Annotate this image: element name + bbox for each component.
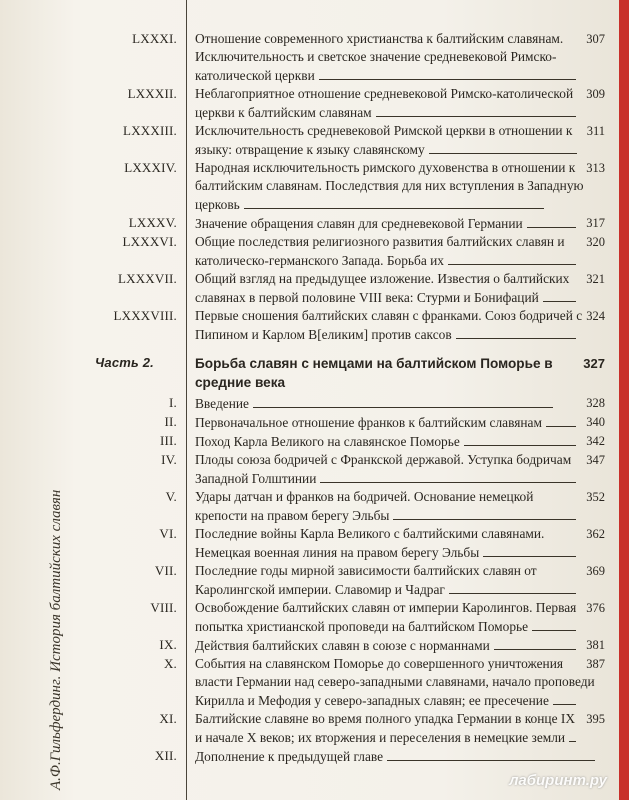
chapter-title-block	[189, 214, 605, 233]
chapter-list-part1	[95, 30, 615, 344]
chapter-title-block	[189, 394, 605, 413]
chapter-title: Удары датчан и франков на бодричей. Основание немецкой крепости на правом берегу Эльбы	[195, 489, 534, 523]
leader-line	[449, 580, 576, 594]
chapter-title-block	[189, 122, 605, 159]
chapter-title-block	[189, 636, 605, 655]
leader-line	[532, 617, 576, 631]
chapter-number: LXXXII.	[127, 86, 177, 101]
chapter-title: Плоды союза бодричей с Франкской державой. Уступка бодричам Западной Голштинии	[195, 452, 572, 486]
chapter-title-block	[189, 488, 605, 525]
toc-entry	[95, 270, 615, 307]
leader-line	[527, 214, 577, 228]
page-number: 320	[586, 235, 605, 249]
page-number: 321	[586, 272, 605, 286]
table-of-contents	[95, 30, 615, 766]
chapter-number: VII.	[154, 563, 177, 578]
chapter-number: XII.	[154, 748, 177, 763]
page-number: 307	[586, 32, 605, 46]
page-number: 395	[586, 712, 605, 726]
page-number: 342	[586, 434, 605, 448]
chapter-number: LXXXVI.	[122, 234, 177, 249]
toc-entry	[95, 655, 615, 710]
chapter-title: Первоначальное отношение франков к балтийским славянам	[195, 415, 542, 430]
page-number: 347	[586, 453, 605, 467]
toc-entry	[95, 432, 615, 451]
toc-entry	[95, 233, 615, 270]
toc-entry	[95, 30, 615, 85]
leader-line	[244, 195, 544, 209]
chapter-title-block	[189, 655, 605, 710]
toc-entry	[95, 562, 615, 599]
chapter-title-block	[189, 599, 605, 636]
leader-line	[448, 251, 576, 265]
toc-entry	[95, 525, 615, 562]
page-number: 362	[586, 527, 605, 541]
chapter-number: I.	[169, 395, 177, 410]
chapter-title: Народная исключительность римского духовенства в отношении к балтийским славянам. Последствия для них вступления в Западную церковь	[195, 160, 584, 212]
chapter-number: XI.	[159, 711, 177, 726]
chapter-title-block	[189, 233, 605, 270]
page-number: 340	[586, 415, 605, 429]
toc-entry	[95, 413, 615, 432]
chapter-title: События на славянском Поморье до совершенного уничтожения власти Германии над северо-западными славянами, начало проповеди Кирилла и Мефодия у северо-западных славян; ее пресечение	[195, 656, 595, 708]
toc-entry	[95, 394, 615, 413]
chapter-title: Отношение современного христианства к балтийским славянам. Исключительность и светское значение средневековой Римско-католической церкви	[195, 31, 564, 83]
part-page-number: 327	[583, 356, 605, 371]
chapter-number: IX.	[159, 637, 177, 652]
page-number: 369	[586, 564, 605, 578]
toc-entry	[95, 159, 615, 214]
chapter-title-block	[189, 307, 605, 344]
chapter-number: LXXXV.	[128, 215, 177, 230]
toc-entry	[95, 747, 615, 766]
chapter-number: LXXXVII.	[117, 271, 177, 286]
chapter-title-block	[189, 710, 605, 747]
toc-entry	[95, 599, 615, 636]
toc-entry	[95, 710, 615, 747]
chapter-number: VIII.	[150, 600, 177, 615]
leader-line	[546, 413, 576, 427]
toc-entry	[95, 451, 615, 488]
toc-entry	[95, 122, 615, 159]
chapter-number: LXXXI.	[132, 31, 177, 46]
chapter-title: Освобождение балтийских славян от империи Каролингов. Первая попытка христианской проповеди на балтийском Поморье	[195, 600, 577, 634]
chapter-title-block	[189, 432, 605, 451]
leader-line	[464, 432, 576, 446]
chapter-title: Последние годы мирной зависимости балтийских славян от Каролингской империи. Славомир и Чадраг	[195, 563, 537, 597]
chapter-title-block	[189, 562, 605, 599]
chapter-title: Введение	[195, 396, 249, 411]
leader-line	[543, 288, 576, 302]
page-number: 324	[586, 309, 605, 323]
leader-line	[376, 103, 577, 117]
chapter-title: Действия балтийских славян в союзе с норманнами	[195, 638, 490, 653]
page-number: 317	[586, 216, 605, 230]
chapter-number: IV.	[161, 452, 177, 467]
chapter-title: Исключительность средневековой Римской церкви в отношении к языку: отвращение к языку славянскому	[195, 123, 573, 157]
page-number: 381	[586, 638, 605, 652]
leader-line	[553, 691, 576, 705]
chapter-number: II.	[164, 414, 177, 429]
page-number: 328	[586, 396, 605, 410]
leader-line	[393, 506, 576, 520]
chapter-number: III.	[159, 433, 177, 448]
page-number: 311	[586, 124, 605, 138]
toc-entry	[95, 488, 615, 525]
page-number: 352	[586, 490, 605, 504]
leader-line	[483, 543, 576, 557]
page-number: 387	[586, 657, 605, 671]
chapter-title-block	[189, 747, 605, 766]
leader-line	[569, 728, 576, 742]
chapter-title: Значение обращения славян для средневековой Германии	[195, 216, 523, 231]
leader-line	[319, 66, 577, 80]
part-title-block	[189, 354, 605, 392]
part-label: Часть 2.	[95, 355, 154, 370]
chapter-number: LXXXVIII.	[113, 308, 177, 323]
chapter-title-block	[189, 30, 605, 85]
chapter-title: Общие последствия религиозного развития балтийских славян и католическо-германского Запада. Борьба их	[195, 234, 565, 268]
chapter-title-block	[189, 270, 605, 307]
chapter-number: LXXXIV.	[124, 160, 177, 175]
chapter-title: Неблагоприятное отношение средневековой Римско-католической церкви к балтийским славянам	[195, 86, 574, 120]
chapter-title-block	[189, 85, 605, 122]
chapter-number: VI.	[159, 526, 177, 541]
book-cover-edge	[619, 0, 629, 800]
chapter-number: X.	[163, 656, 177, 671]
chapter-list-part2	[95, 394, 615, 766]
chapter-number: V.	[165, 489, 177, 504]
chapter-title: Дополнение к предыдущей главе	[195, 749, 384, 764]
chapter-title-block	[189, 159, 605, 214]
page-number: 313	[586, 161, 605, 175]
part-title: Борьба славян с немцами на балтийском Поморье в средние века	[195, 356, 553, 390]
leader-line	[320, 469, 576, 483]
running-header: А.Ф.Гильфердинг. История балтийских славян	[48, 489, 64, 790]
toc-entry	[95, 85, 615, 122]
chapter-title-block	[189, 451, 605, 488]
page-number: 309	[586, 87, 605, 101]
leader-line	[429, 140, 577, 154]
chapter-title: Последние войны Карла Великого с балтийскими славянами. Немецкая военная линия на правом берегу Эльбы	[195, 526, 545, 560]
chapter-title: Общий взгляд на предыдущее изложение. Известия о балтийских славянах в первой половине VIII века: Стурми и Бонифаций	[195, 271, 570, 305]
leader-line	[253, 394, 553, 408]
chapter-number: LXXXIII.	[123, 123, 177, 138]
watermark-logo: лабиринт.ру	[509, 772, 607, 789]
chapter-title-block	[189, 413, 605, 432]
page-number: 376	[586, 601, 605, 615]
chapter-title: Первые сношения балтийских славян с франками. Союз бодричей с Пипином и Карлом В[еликим] против саксов	[195, 308, 583, 342]
leader-line	[387, 747, 595, 761]
toc-entry	[95, 214, 615, 233]
toc-entry	[95, 636, 615, 655]
chapter-title: Балтийские славяне во время полного упадка Германии в конце IX и начале X веков; их вторжения и переселения в немецкие земли	[195, 711, 575, 745]
leader-line	[456, 325, 577, 339]
leader-line	[494, 636, 576, 650]
toc-entry	[95, 307, 615, 344]
chapter-title: Поход Карла Великого на славянское Поморье	[195, 434, 460, 449]
chapter-title-block	[189, 525, 605, 562]
part-heading	[95, 354, 615, 392]
